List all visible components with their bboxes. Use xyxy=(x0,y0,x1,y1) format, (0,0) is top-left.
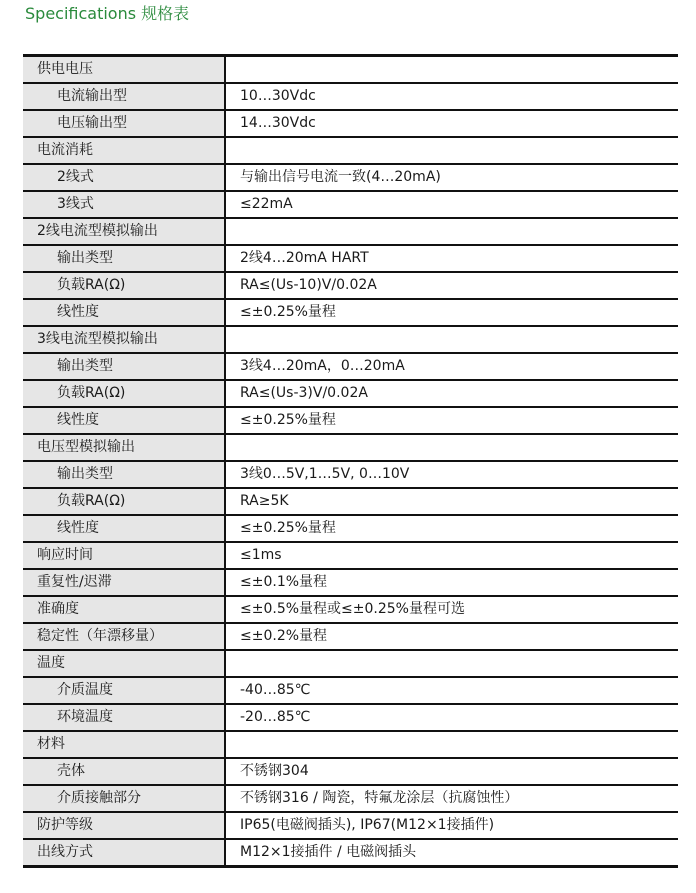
table-row xyxy=(23,110,678,137)
spec-value: ≤±0.25%量程 xyxy=(225,407,678,434)
table-row xyxy=(23,83,678,110)
table-row xyxy=(23,56,678,84)
spec-label: 2线式 xyxy=(23,164,225,191)
spec-label: 准确度 xyxy=(23,596,225,623)
table-row xyxy=(23,704,678,731)
table-row xyxy=(23,191,678,218)
spec-label: 电压型模拟输出 xyxy=(23,434,225,461)
spec-value: 不锈钢304 xyxy=(225,758,678,785)
table-row xyxy=(23,758,678,785)
spec-value: ≤±0.1%量程 xyxy=(225,569,678,596)
table-row xyxy=(23,461,678,488)
spec-label: 输出类型 xyxy=(23,461,225,488)
table-row xyxy=(23,326,678,353)
table-row xyxy=(23,650,678,677)
spec-table xyxy=(23,54,678,868)
spec-label: 供电电压 xyxy=(23,56,225,84)
table-row xyxy=(23,407,678,434)
spec-value: 3线4…20mA，0…20mA xyxy=(225,353,678,380)
spec-value xyxy=(225,218,678,245)
table-row xyxy=(23,785,678,812)
spec-label: 2线电流型模拟输出 xyxy=(23,218,225,245)
spec-label: 环境温度 xyxy=(23,704,225,731)
table-row xyxy=(23,677,678,704)
spec-value xyxy=(225,56,678,84)
spec-value: ≤±0.5%量程或≤±0.25%量程可选 xyxy=(225,596,678,623)
spec-label: 电流输出型 xyxy=(23,83,225,110)
spec-value: ≤±0.25%量程 xyxy=(225,515,678,542)
table-row xyxy=(23,353,678,380)
spec-label: 输出类型 xyxy=(23,245,225,272)
spec-label: 重复性/迟滞 xyxy=(23,569,225,596)
spec-value: 14…30Vdc xyxy=(225,110,678,137)
table-row xyxy=(23,515,678,542)
spec-label: 响应时间 xyxy=(23,542,225,569)
spec-value xyxy=(225,731,678,758)
spec-value: -20…85℃ xyxy=(225,704,678,731)
spec-label: 线性度 xyxy=(23,299,225,326)
spec-label: 介质接触部分 xyxy=(23,785,225,812)
table-row xyxy=(23,731,678,758)
spec-value xyxy=(225,326,678,353)
spec-label: 3线式 xyxy=(23,191,225,218)
table-row xyxy=(23,839,678,867)
table-row xyxy=(23,245,678,272)
spec-label: 温度 xyxy=(23,650,225,677)
table-row xyxy=(23,380,678,407)
spec-value xyxy=(225,434,678,461)
table-row xyxy=(23,596,678,623)
spec-value: 3线0…5V,1…5V, 0…10V xyxy=(225,461,678,488)
spec-label: 介质温度 xyxy=(23,677,225,704)
table-row xyxy=(23,434,678,461)
spec-label: 稳定性（年漂移量） xyxy=(23,623,225,650)
spec-value: RA≥5K xyxy=(225,488,678,515)
spec-value: RA≤(Us-3)V/0.02A xyxy=(225,380,678,407)
spec-label: 防护等级 xyxy=(23,812,225,839)
table-row xyxy=(23,569,678,596)
spec-value: 与输出信号电流一致(4…20mA) xyxy=(225,164,678,191)
spec-value: ≤1ms xyxy=(225,542,678,569)
spec-value: ≤±0.2%量程 xyxy=(225,623,678,650)
spec-value: 2线4…20mA HART xyxy=(225,245,678,272)
table-row xyxy=(23,623,678,650)
spec-label: 壳体 xyxy=(23,758,225,785)
spec-value xyxy=(225,137,678,164)
spec-label: 负载RA(Ω) xyxy=(23,488,225,515)
table-row xyxy=(23,488,678,515)
table-row xyxy=(23,164,678,191)
spec-label: 3线电流型模拟输出 xyxy=(23,326,225,353)
page-title: Specifications 规格表 xyxy=(25,4,190,23)
table-row xyxy=(23,299,678,326)
spec-label: 线性度 xyxy=(23,407,225,434)
spec-value: 不锈钢316 / 陶瓷，特氟龙涂层（抗腐蚀性） xyxy=(225,785,678,812)
spec-label: 电压输出型 xyxy=(23,110,225,137)
spec-value: RA≤(Us-10)V/0.02A xyxy=(225,272,678,299)
table-row xyxy=(23,137,678,164)
spec-label: 负载RA(Ω) xyxy=(23,272,225,299)
spec-value xyxy=(225,650,678,677)
spec-label: 材料 xyxy=(23,731,225,758)
spec-label: 输出类型 xyxy=(23,353,225,380)
spec-value: ≤22mA xyxy=(225,191,678,218)
table-row xyxy=(23,218,678,245)
spec-value: ≤±0.25%量程 xyxy=(225,299,678,326)
spec-value: IP65(电磁阀插头), IP67(M12×1接插件) xyxy=(225,812,678,839)
spec-value: M12×1接插件 / 电磁阀插头 xyxy=(225,839,678,867)
spec-value: 10…30Vdc xyxy=(225,83,678,110)
spec-label: 负载RA(Ω) xyxy=(23,380,225,407)
spec-label: 电流消耗 xyxy=(23,137,225,164)
spec-table-body xyxy=(23,56,678,867)
table-row xyxy=(23,812,678,839)
table-row xyxy=(23,542,678,569)
spec-value: -40…85℃ xyxy=(225,677,678,704)
spec-label: 出线方式 xyxy=(23,839,225,867)
table-row xyxy=(23,272,678,299)
spec-label: 线性度 xyxy=(23,515,225,542)
